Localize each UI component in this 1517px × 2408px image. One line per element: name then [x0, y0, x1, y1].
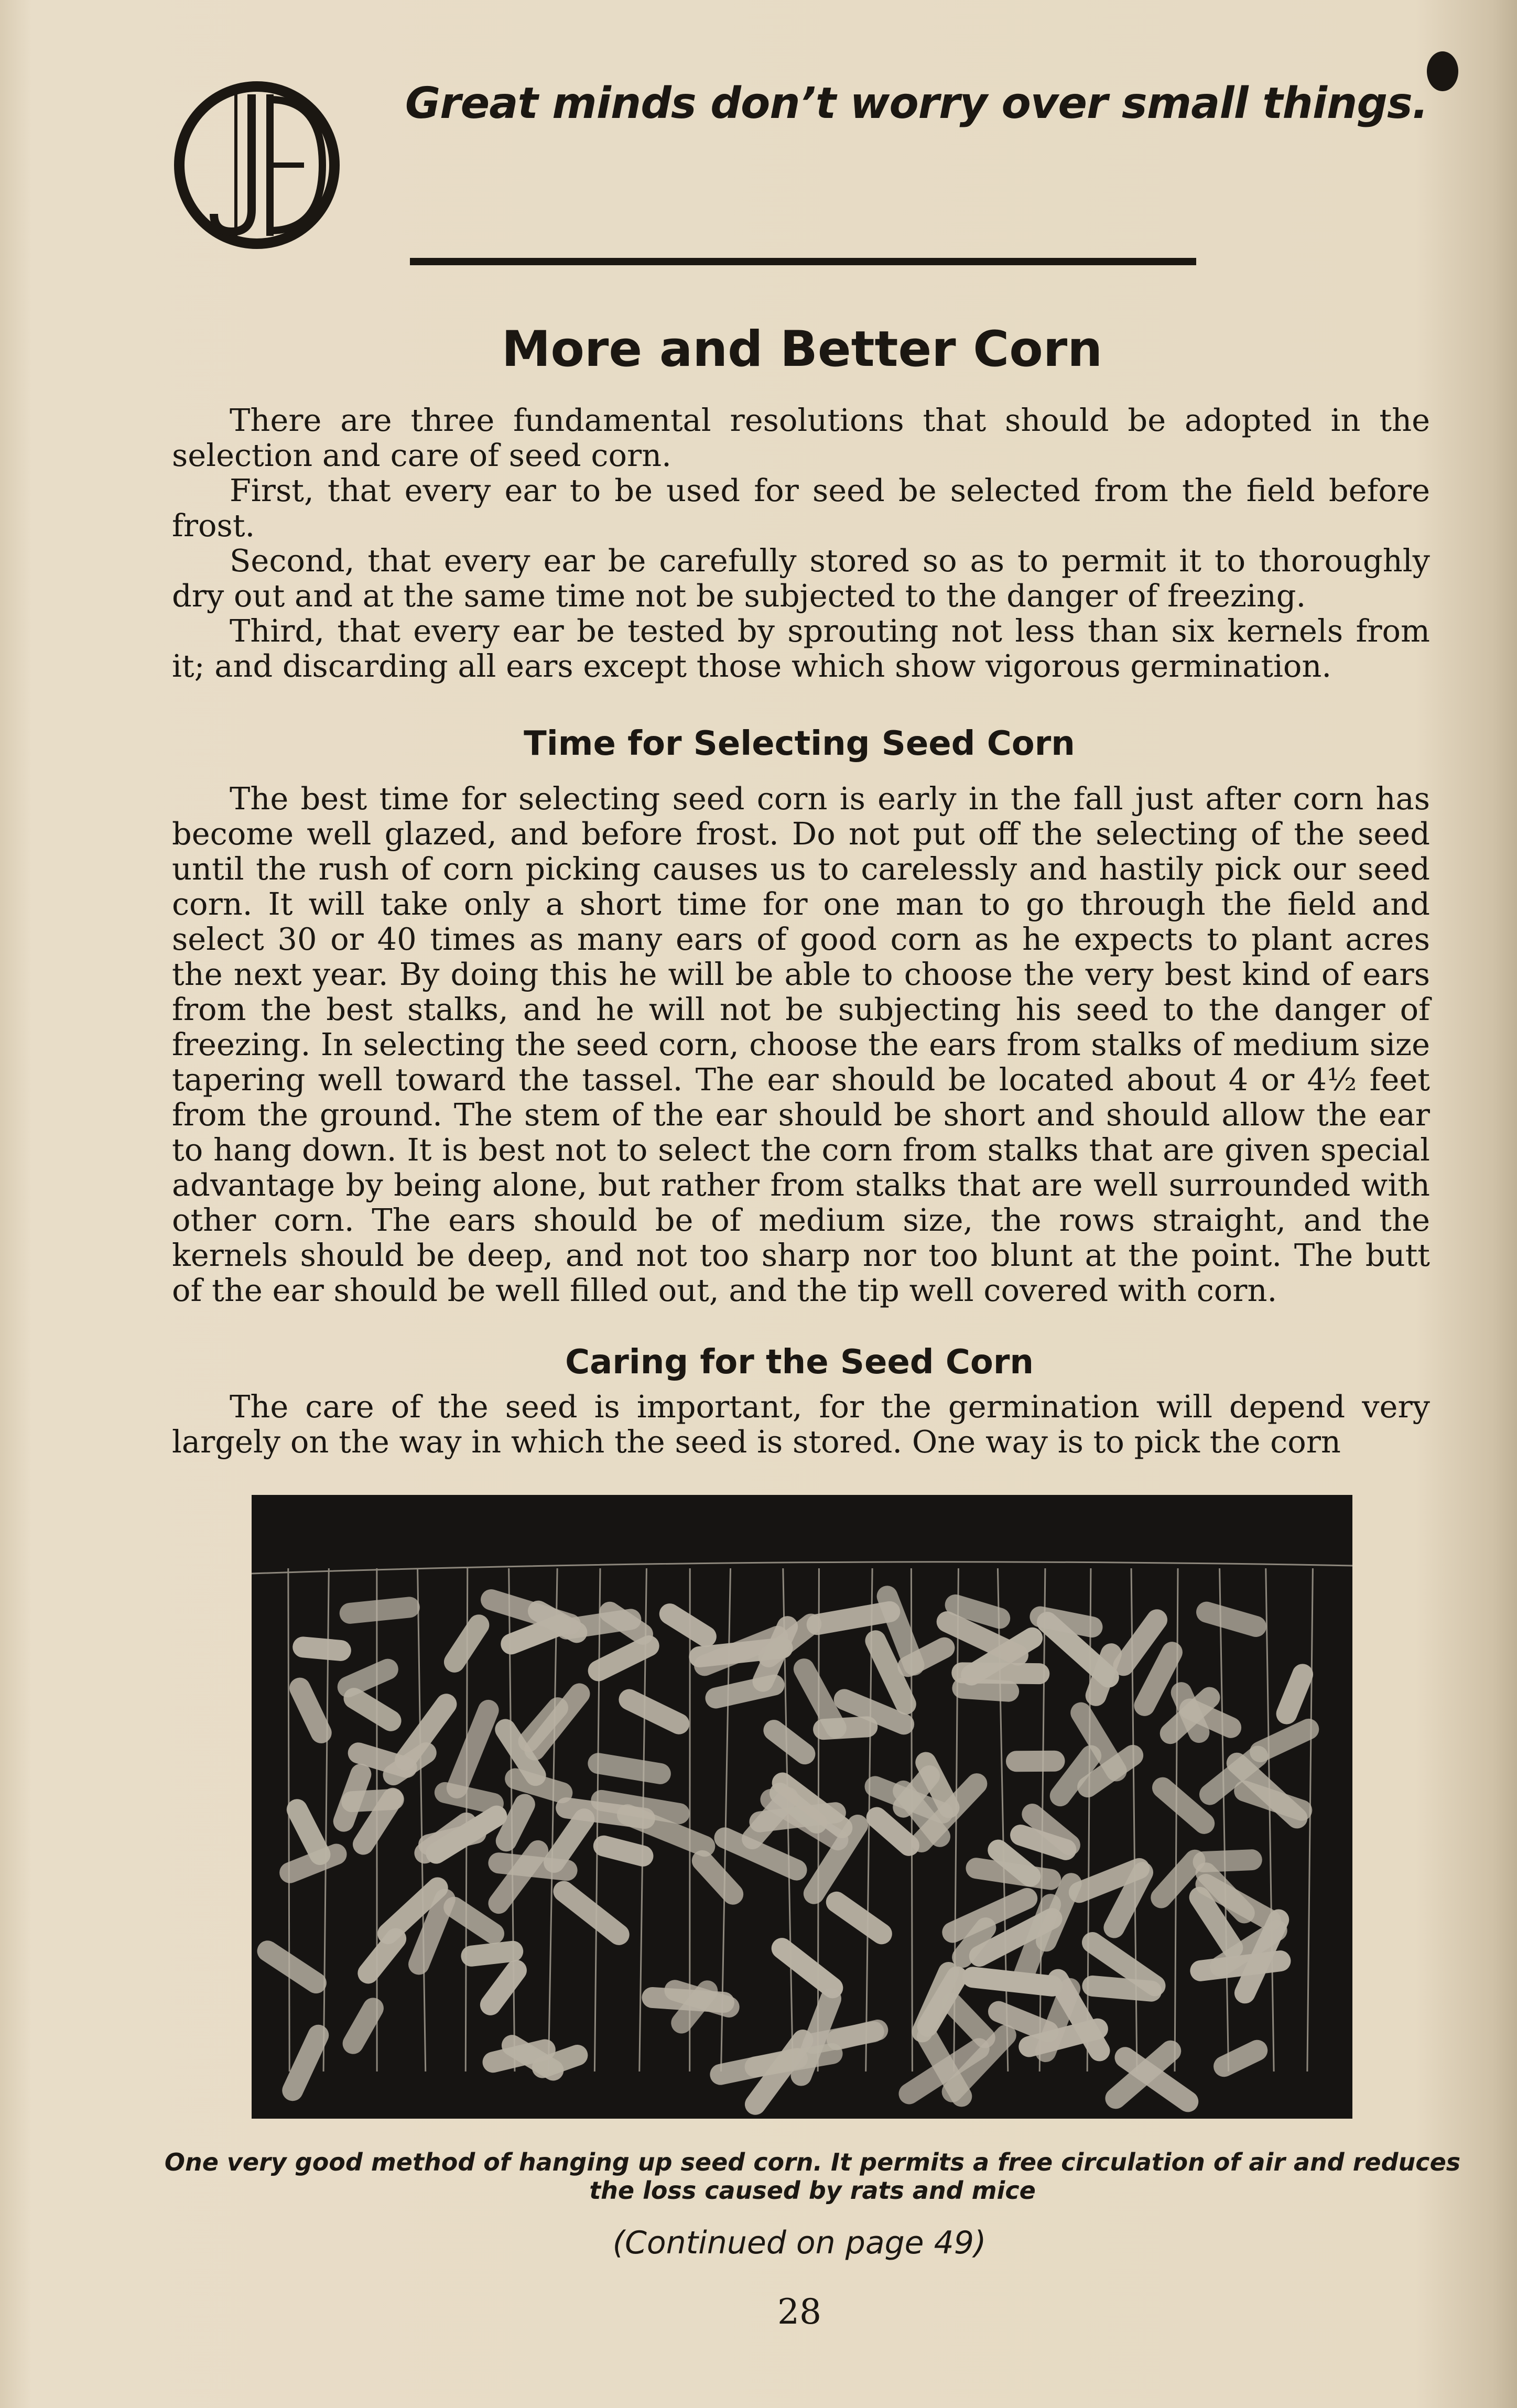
photo-caption: One very good method of hanging up seed corn. It permits a free circulation of air and reduces the loss caused by rats and mice [164, 2148, 1461, 2205]
intro-paragraph: Second, that every ear be carefully stored so as to permit it to thoroughly dry out and at the same time not be subjected to the danger of freezing. [172, 543, 1430, 614]
corn-ear [1194, 1599, 1269, 1640]
hanging-string [418, 1568, 426, 2071]
hanging-string [548, 1568, 557, 2071]
hanging-string [288, 1568, 289, 2071]
corn-ear [951, 1662, 1050, 1684]
corn-ear [703, 1673, 787, 1711]
corn-ear [1273, 1661, 1316, 1727]
section-heading-caring: Caring for the Seed Corn [565, 1343, 1034, 1382]
corn-ear [655, 1600, 720, 1651]
seed-corn-photo [252, 1495, 1352, 2119]
corn-ear [292, 1636, 352, 1662]
hanging-string [1307, 1568, 1313, 2071]
continued-note: (Continued on page 49) [612, 2225, 987, 2261]
corn-ear [549, 1876, 633, 1949]
corn-ear [334, 1655, 402, 1700]
intro-paragraph: There are three fundamental resolutions that should be adopted in the selection and care of seed corn. [172, 402, 1430, 473]
intro-paragraph: First, that every ear to be used for seed be selected from the field before frost. [172, 472, 1430, 544]
intro-paragraph: Third, that every ear be tested by sprouting not less than six kernels from it; and discarding all ears except those which show vigorous germination. [172, 613, 1430, 684]
intro-paragraphs [172, 403, 1430, 684]
corn-ear [584, 1632, 663, 1685]
jd-monogram-logo-icon [173, 79, 346, 252]
corn-ear [339, 1994, 387, 2058]
corn-ear [253, 1937, 331, 1998]
corn-ear [586, 1751, 672, 1786]
corn-ear [591, 1833, 655, 1869]
corn-ear [615, 1686, 693, 1738]
article-title: More and Better Corn [501, 321, 1103, 378]
section-heading-selecting: Time for Selecting Seed Corn [524, 724, 1075, 763]
header-rule [410, 258, 1196, 265]
page-motto: Great minds don’t worry over small things. [405, 79, 1428, 128]
corn-ear [1210, 2036, 1271, 2080]
corn-ear [476, 1956, 531, 2020]
page-number: 28 [777, 2292, 821, 2332]
corn-ear [339, 1596, 421, 1624]
hanging-corn-illustration [252, 1495, 1352, 2119]
binding-hole [1427, 51, 1458, 91]
hanging-string [1266, 1568, 1274, 2071]
hanging-string [1220, 1568, 1229, 2071]
top-wire [252, 1562, 1352, 1574]
section-paragraph: The care of the seed is important, for the germination will depend very largely on the way in which the seed is stored. One way is to pick the corn [172, 1389, 1430, 1460]
corn-ear [759, 1716, 819, 1769]
corn-ear [1006, 1751, 1065, 1772]
section-paragraph: The best time for selecting seed corn is early in the fall just after corn has become well glazed, and before frost. Do not put off the selecting of the seed until the rush of corn picking causes us to carelessly and hastily pick our seed corn. It will take only a short time for one man to go through the field and select 30 or 40 times as many ears of good corn as he expects to plant acres the next year. By doing this he will be able to choose the very best kind of ears from the best stalks, and he will not be subjecting his seed to the danger of freezing. In selecting the seed corn, choose the ears from stalks of medium size tapering well toward the tassel. The ear should be located about 4 or 4½ feet from the ground. The stem of the ear should be short and should allow the ear to hang down. It is best not to select the corn from stalks that are given special advantage by being alone, but rather from stalks that are well surrounded with other corn. The ears should be of medium size, the rows straight, and the kernels should be deep, and not too sharp nor too blunt at the point. The butt of the ear should be well filled out, and the tip well covered with corn. [172, 780, 1430, 1308]
corn-ear [822, 1888, 896, 1948]
section-caring-body [172, 1389, 1430, 1459]
section-selecting-body [172, 781, 1430, 1308]
